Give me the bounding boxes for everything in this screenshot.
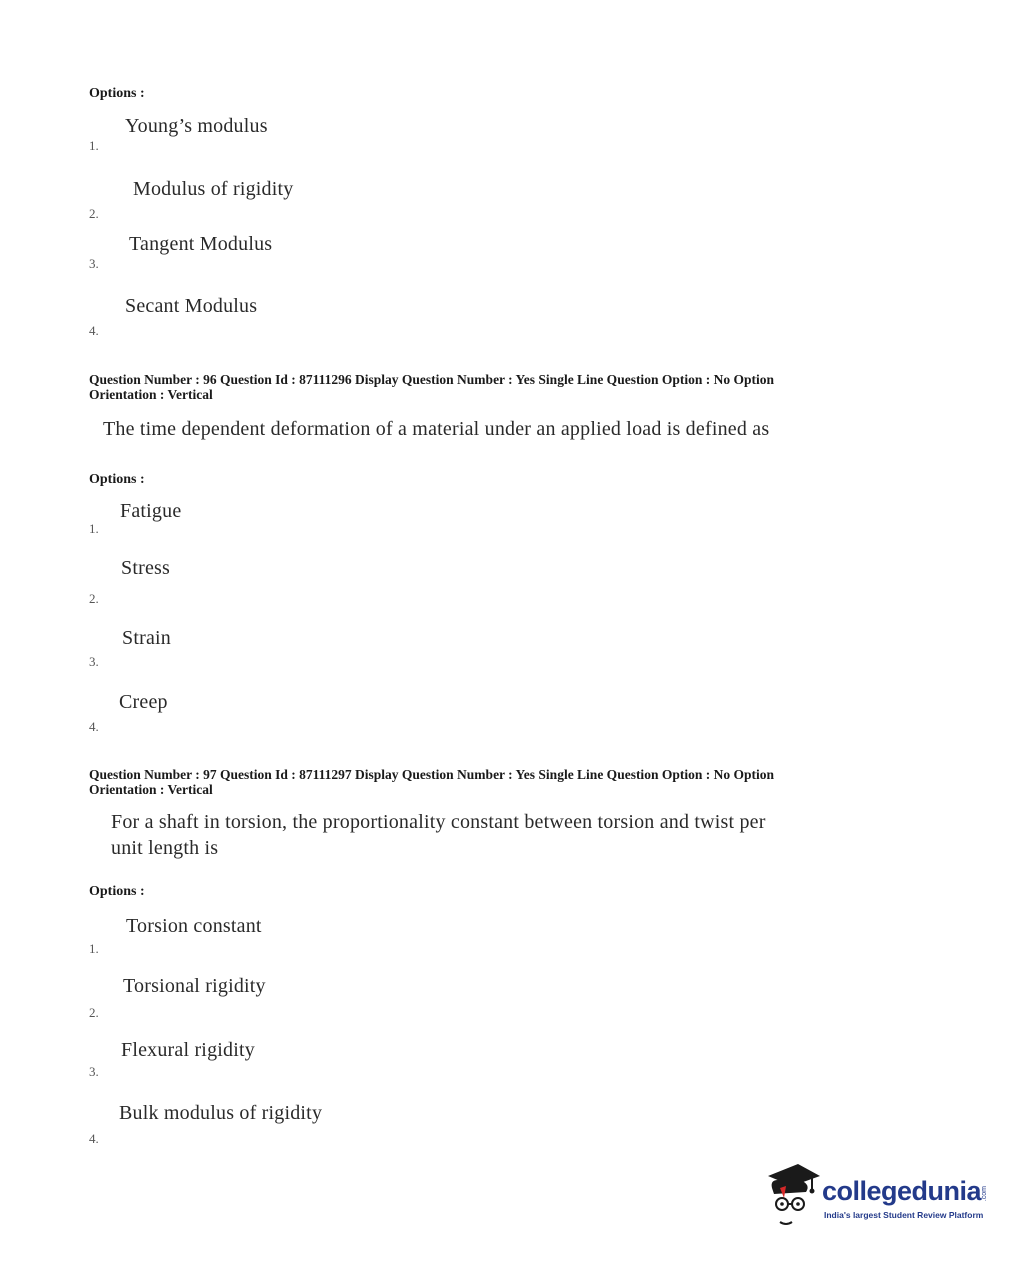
question-meta-line: Orientation : Vertical [89, 782, 213, 797]
question-meta-line: Question Number : 97 Question Id : 87111297 Display Question Number : Yes Single Line Question Option : No Option [89, 767, 774, 782]
options-label: Options : [89, 884, 145, 899]
option-text: Torsional rigidity [123, 975, 266, 997]
option-number: 2. [89, 591, 99, 606]
option-text: Modulus of rigidity [133, 178, 294, 200]
collegedunia-mascot-icon [764, 1162, 824, 1232]
question-meta-line: Orientation : Vertical [89, 387, 213, 402]
question-meta-line: Question Number : 96 Question Id : 87111296 Display Question Number : Yes Single Line Question Option : No Option [89, 372, 774, 387]
question-text: The time dependent deformation of a material under an applied load is defined as [103, 418, 770, 440]
option-number: 3. [89, 654, 99, 669]
option-number: 4. [89, 323, 99, 338]
question-text-line: For a shaft in torsion, the proportionality constant between torsion and twist per [111, 811, 766, 833]
option-number: 1. [89, 521, 99, 536]
options-label: Options : [89, 472, 145, 487]
option-number: 4. [89, 719, 99, 734]
option-text: Stress [121, 557, 170, 579]
option-number: 1. [89, 138, 99, 153]
options-label: Options : [89, 86, 145, 101]
option-text: Strain [122, 627, 171, 649]
option-number: 1. [89, 941, 99, 956]
question-meta [89, 767, 849, 797]
logo-suffix: .com [981, 1186, 988, 1202]
option-text: Fatigue [120, 500, 182, 522]
option-text: Secant Modulus [125, 295, 258, 317]
option-number: 3. [89, 1064, 99, 1079]
question-text [111, 809, 766, 861]
question-text-line: unit length is [111, 837, 219, 859]
option-number: 2. [89, 1005, 99, 1020]
logo-tagline: India's largest Student Review Platform [824, 1210, 984, 1220]
option-text: Creep [119, 691, 168, 713]
option-text: Young’s modulus [125, 115, 268, 137]
option-number: 3. [89, 256, 99, 271]
option-text: Tangent Modulus [129, 233, 273, 255]
question-meta [89, 372, 849, 402]
option-text: Flexural rigidity [121, 1039, 255, 1061]
option-text: Torsion constant [126, 915, 262, 937]
option-number: 2. [89, 206, 99, 221]
logo-wordmark: collegedunia [822, 1176, 982, 1206]
option-text: Bulk modulus of rigidity [119, 1102, 323, 1124]
option-number: 4. [89, 1131, 99, 1146]
